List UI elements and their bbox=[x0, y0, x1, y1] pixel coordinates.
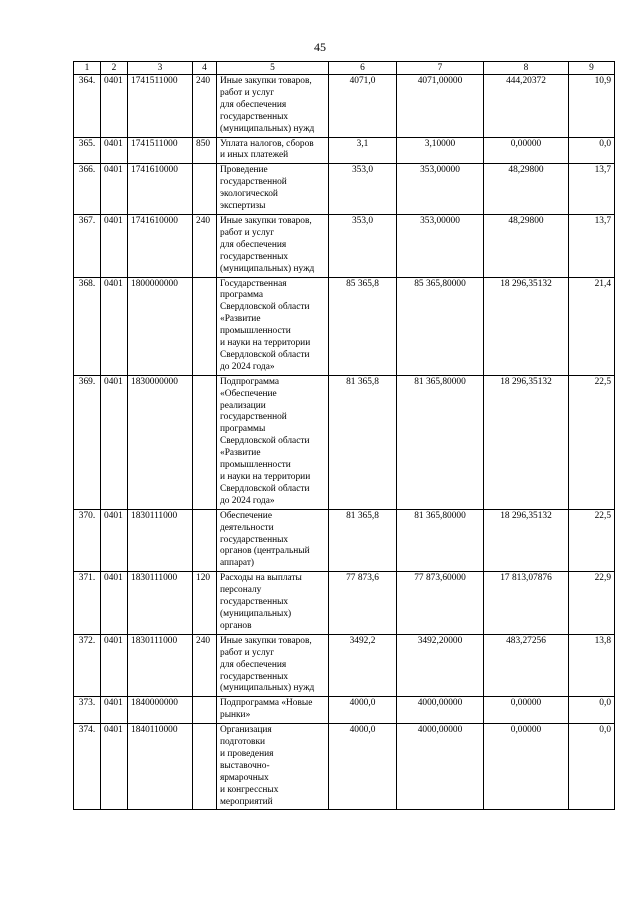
target-article-code: 1840000000 bbox=[128, 697, 193, 724]
execution-percent: 10,9 bbox=[569, 75, 615, 138]
header-col-3: 3 bbox=[128, 62, 193, 75]
target-article-code: 1840110000 bbox=[128, 724, 193, 810]
section-code: 0401 bbox=[101, 634, 128, 697]
target-article-code: 1830111000 bbox=[128, 572, 193, 635]
expense-type-code: 240 bbox=[193, 75, 217, 138]
row-number: 369. bbox=[74, 375, 101, 509]
header-col-1: 1 bbox=[74, 62, 101, 75]
table-row bbox=[74, 214, 615, 277]
table-row bbox=[74, 137, 615, 164]
expense-type-code bbox=[193, 164, 217, 215]
approved-amount: 353,0 bbox=[329, 214, 397, 277]
page-number: 45 bbox=[314, 40, 326, 54]
approved-amount: 81 365,8 bbox=[329, 509, 397, 572]
row-number: 372. bbox=[74, 634, 101, 697]
approved-amount: 4000,0 bbox=[329, 724, 397, 810]
expense-name: Подпрограмма «Обеспечение реализации государственной программы Свердловской области «Развитие промышленности и науки на территории Свердловской области до 2024 года» bbox=[217, 375, 329, 509]
adjusted-amount: 3,10000 bbox=[397, 137, 484, 164]
expense-type-code: 240 bbox=[193, 634, 217, 697]
adjusted-amount: 81 365,80000 bbox=[397, 509, 484, 572]
target-article-code: 1741511000 bbox=[128, 75, 193, 138]
adjusted-amount: 81 365,80000 bbox=[397, 375, 484, 509]
section-code: 0401 bbox=[101, 572, 128, 635]
section-code: 0401 bbox=[101, 137, 128, 164]
section-code: 0401 bbox=[101, 75, 128, 138]
adjusted-amount: 77 873,60000 bbox=[397, 572, 484, 635]
table-row bbox=[74, 634, 615, 697]
adjusted-amount: 4071,00000 bbox=[397, 75, 484, 138]
table-row bbox=[74, 509, 615, 572]
executed-amount: 0,00000 bbox=[484, 137, 569, 164]
row-number: 371. bbox=[74, 572, 101, 635]
row-number: 367. bbox=[74, 214, 101, 277]
adjusted-amount: 4000,00000 bbox=[397, 724, 484, 810]
execution-percent: 0,0 bbox=[569, 697, 615, 724]
adjusted-amount: 353,00000 bbox=[397, 164, 484, 215]
execution-percent: 22,5 bbox=[569, 375, 615, 509]
target-article-code: 1830111000 bbox=[128, 509, 193, 572]
table-row bbox=[74, 75, 615, 138]
expense-type-code bbox=[193, 277, 217, 375]
budget-table bbox=[73, 61, 615, 810]
target-article-code: 1830111000 bbox=[128, 634, 193, 697]
table-row bbox=[74, 277, 615, 375]
execution-percent: 21,4 bbox=[569, 277, 615, 375]
header-col-9: 9 bbox=[569, 62, 615, 75]
approved-amount: 85 365,8 bbox=[329, 277, 397, 375]
row-number: 370. bbox=[74, 509, 101, 572]
execution-percent: 22,5 bbox=[569, 509, 615, 572]
header-col-8: 8 bbox=[484, 62, 569, 75]
expense-name: Иные закупки товаров, работ и услуг для обеспечения государственных (муниципальных) нужд bbox=[217, 634, 329, 697]
section-code: 0401 bbox=[101, 375, 128, 509]
executed-amount: 483,27256 bbox=[484, 634, 569, 697]
expense-name: Уплата налогов, сборов и иных платежей bbox=[217, 137, 329, 164]
executed-amount: 0,00000 bbox=[484, 697, 569, 724]
approved-amount: 4000,0 bbox=[329, 697, 397, 724]
expense-name: Расходы на выплаты персоналу государственных (муниципальных) органов bbox=[217, 572, 329, 635]
table-row bbox=[74, 697, 615, 724]
expense-name: Иные закупки товаров, работ и услуг для обеспечения государственных (муниципальных) нужд bbox=[217, 75, 329, 138]
section-code: 0401 bbox=[101, 277, 128, 375]
approved-amount: 81 365,8 bbox=[329, 375, 397, 509]
executed-amount: 48,29800 bbox=[484, 214, 569, 277]
row-number: 368. bbox=[74, 277, 101, 375]
table-row bbox=[74, 164, 615, 215]
expense-type-code: 850 bbox=[193, 137, 217, 164]
target-article-code: 1741610000 bbox=[128, 164, 193, 215]
table-row bbox=[74, 572, 615, 635]
row-number: 373. bbox=[74, 697, 101, 724]
executed-amount: 48,29800 bbox=[484, 164, 569, 215]
header-col-7: 7 bbox=[397, 62, 484, 75]
target-article-code: 1741511000 bbox=[128, 137, 193, 164]
expense-name: Организация подготовки и проведения выставочно- ярмарочных и конгрессных мероприятий bbox=[217, 724, 329, 810]
header-col-6: 6 bbox=[329, 62, 397, 75]
expense-type-code bbox=[193, 697, 217, 724]
approved-amount: 77 873,6 bbox=[329, 572, 397, 635]
section-code: 0401 bbox=[101, 214, 128, 277]
adjusted-amount: 353,00000 bbox=[397, 214, 484, 277]
header-col-4: 4 bbox=[193, 62, 217, 75]
adjusted-amount: 85 365,80000 bbox=[397, 277, 484, 375]
execution-percent: 0,0 bbox=[569, 137, 615, 164]
expense-type-code bbox=[193, 724, 217, 810]
expense-name: Государственная программа Свердловской области «Развитие промышленности и науки на территории Свердловской области до 2024 года» bbox=[217, 277, 329, 375]
section-code: 0401 bbox=[101, 164, 128, 215]
row-number: 366. bbox=[74, 164, 101, 215]
expense-type-code: 120 bbox=[193, 572, 217, 635]
target-article-code: 1741610000 bbox=[128, 214, 193, 277]
execution-percent: 22,9 bbox=[569, 572, 615, 635]
row-number: 364. bbox=[74, 75, 101, 138]
executed-amount: 18 296,35132 bbox=[484, 509, 569, 572]
executed-amount: 0,00000 bbox=[484, 724, 569, 810]
row-number: 365. bbox=[74, 137, 101, 164]
executed-amount: 18 296,35132 bbox=[484, 277, 569, 375]
section-code: 0401 bbox=[101, 697, 128, 724]
approved-amount: 353,0 bbox=[329, 164, 397, 215]
adjusted-amount: 4000,00000 bbox=[397, 697, 484, 724]
execution-percent: 13,8 bbox=[569, 634, 615, 697]
execution-percent: 13,7 bbox=[569, 214, 615, 277]
approved-amount: 3492,2 bbox=[329, 634, 397, 697]
header-col-2: 2 bbox=[101, 62, 128, 75]
execution-percent: 0,0 bbox=[569, 724, 615, 810]
expense-name: Проведение государственной экологической экспертизы bbox=[217, 164, 329, 215]
header-row bbox=[74, 62, 615, 75]
target-article-code: 1830000000 bbox=[128, 375, 193, 509]
target-article-code: 1800000000 bbox=[128, 277, 193, 375]
expense-type-code bbox=[193, 509, 217, 572]
row-number: 374. bbox=[74, 724, 101, 810]
expense-type-code: 240 bbox=[193, 214, 217, 277]
section-code: 0401 bbox=[101, 724, 128, 810]
executed-amount: 444,20372 bbox=[484, 75, 569, 138]
section-code: 0401 bbox=[101, 509, 128, 572]
approved-amount: 4071,0 bbox=[329, 75, 397, 138]
approved-amount: 3,1 bbox=[329, 137, 397, 164]
expense-type-code bbox=[193, 375, 217, 509]
table-row bbox=[74, 375, 615, 509]
header-col-5: 5 bbox=[217, 62, 329, 75]
table-row bbox=[74, 724, 615, 810]
expense-name: Обеспечение деятельности государственных органов (центральный аппарат) bbox=[217, 509, 329, 572]
expense-name: Подпрограмма «Новые рынки» bbox=[217, 697, 329, 724]
execution-percent: 13,7 bbox=[569, 164, 615, 215]
adjusted-amount: 3492,20000 bbox=[397, 634, 484, 697]
expense-name: Иные закупки товаров, работ и услуг для обеспечения государственных (муниципальных) нужд bbox=[217, 214, 329, 277]
executed-amount: 18 296,35132 bbox=[484, 375, 569, 509]
executed-amount: 17 813,07876 bbox=[484, 572, 569, 635]
